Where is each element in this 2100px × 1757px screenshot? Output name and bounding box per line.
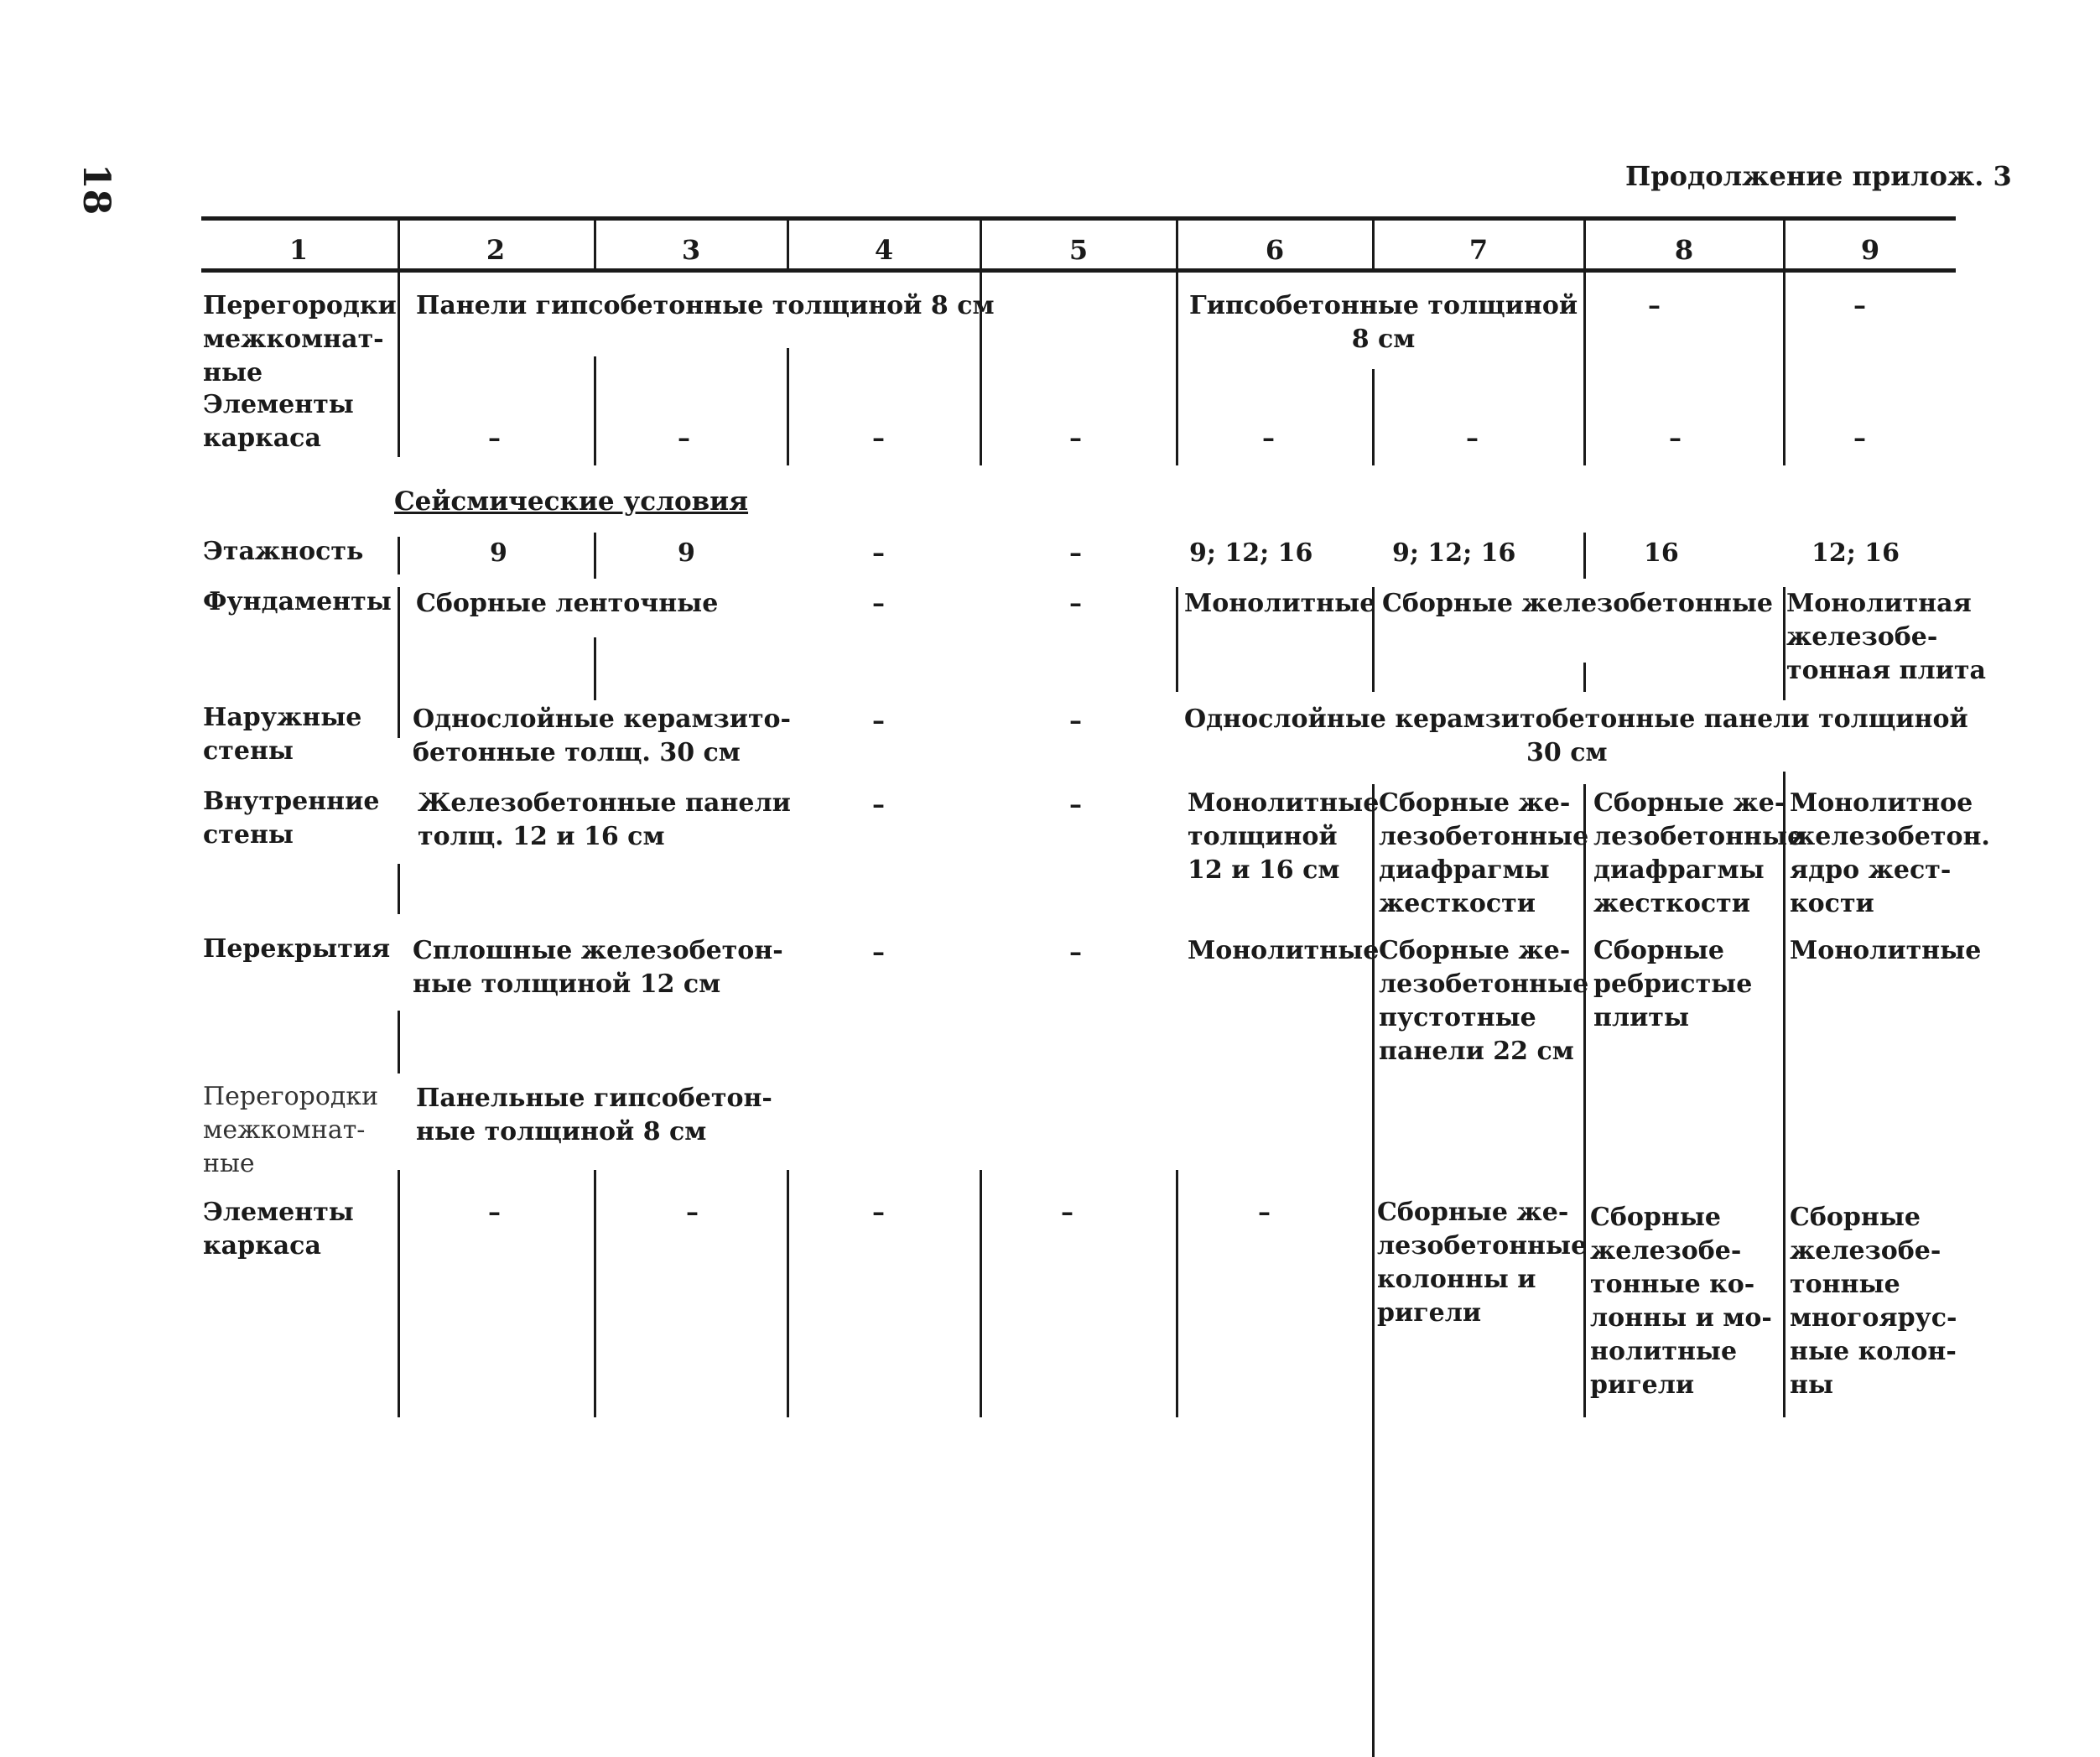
col-divider bbox=[787, 216, 789, 273]
row-label: Элементы каркаса bbox=[203, 390, 354, 453]
col-divider bbox=[398, 1170, 400, 1417]
col-divider bbox=[398, 587, 400, 738]
col-divider bbox=[1783, 1069, 1786, 1178]
cell: Монолитные bbox=[1790, 936, 1982, 965]
col-header-5: 5 bbox=[1068, 234, 1089, 266]
page-number: 18 bbox=[75, 164, 117, 216]
cell: Гипсобетонные толщиной 8 см bbox=[1189, 291, 1578, 354]
col-divider bbox=[1583, 216, 1586, 273]
cell: – bbox=[872, 538, 885, 568]
cell: – bbox=[1669, 424, 1682, 453]
cell: Монолитная железобе- тонная плита bbox=[1786, 589, 1986, 685]
col-divider bbox=[1176, 587, 1178, 692]
col-divider bbox=[398, 273, 400, 457]
col-divider bbox=[1176, 216, 1178, 273]
cell: – bbox=[872, 938, 885, 967]
row-label: Наружные стены bbox=[203, 703, 362, 766]
header-title: Продолжение прилож. 3 bbox=[1625, 160, 2012, 192]
col-divider bbox=[398, 537, 400, 574]
row-label: Внутренние стены bbox=[203, 787, 380, 850]
cell: Сборные ленточные bbox=[416, 589, 719, 618]
cell: – bbox=[1069, 790, 1082, 819]
col-divider bbox=[398, 1011, 400, 1073]
row-label: Этажность bbox=[203, 537, 364, 566]
row-label: Элементы каркаса bbox=[203, 1198, 354, 1261]
cell: 12; 16 bbox=[1812, 538, 1900, 568]
col-header-2: 2 bbox=[486, 234, 506, 266]
col-divider bbox=[980, 1170, 982, 1417]
cell: Сборные железобе- тонные ко- лонны и мо- нолитные ригели bbox=[1590, 1203, 1772, 1400]
cell: Сборные же- лезобетонные диафрагмы жесткости bbox=[1593, 788, 1804, 918]
cell: Сборные железобе- тонные многоярус- ные колон- ны bbox=[1790, 1203, 1957, 1400]
col-divider bbox=[1372, 1069, 1375, 1178]
col-divider bbox=[1783, 587, 1786, 700]
col-divider bbox=[1372, 784, 1375, 1757]
cell: – bbox=[488, 1198, 501, 1227]
col-divider bbox=[594, 216, 596, 273]
col-divider bbox=[1783, 216, 1786, 273]
col-header-6: 6 bbox=[1265, 234, 1285, 266]
col-header-9: 9 bbox=[1860, 234, 1880, 266]
cell: Сборные железобетонные bbox=[1382, 589, 1773, 618]
row-label: Перегородки межкомнат- ные bbox=[203, 291, 397, 387]
cell: – bbox=[872, 790, 885, 819]
table-top-rule bbox=[201, 216, 1956, 221]
cell: 30 см bbox=[1526, 738, 1608, 767]
cell: – bbox=[872, 424, 885, 453]
cell: 9 bbox=[490, 538, 507, 568]
cell: – bbox=[1648, 291, 1661, 320]
cell: Монолитные bbox=[1184, 589, 1376, 618]
col-divider bbox=[594, 533, 596, 579]
cell: – bbox=[1466, 424, 1479, 453]
cell: – bbox=[1262, 424, 1275, 453]
cell: – bbox=[678, 424, 690, 453]
col-divider bbox=[1783, 273, 1786, 465]
row-label: Перекрытия bbox=[203, 934, 391, 964]
cell: – bbox=[1069, 938, 1082, 967]
cell: Монолитное железобетон. ядро жест- кости bbox=[1790, 788, 1990, 918]
cell: 9; 12; 16 bbox=[1392, 538, 1516, 568]
cell: – bbox=[1061, 1198, 1073, 1227]
cell: Железобетонные панели толщ. 12 и 16 см bbox=[418, 788, 791, 851]
cell: – bbox=[686, 1198, 699, 1227]
cell: 16 bbox=[1644, 538, 1679, 568]
cell: Сплошные железобетон- ные толщиной 12 см bbox=[413, 936, 783, 999]
col-divider bbox=[1583, 273, 1586, 465]
row-label: Перегородки межкомнат- ные bbox=[203, 1082, 379, 1178]
cell: Сборные же- лезобетонные диафрагмы жесткости bbox=[1379, 788, 1589, 918]
col-header-8: 8 bbox=[1674, 234, 1694, 266]
col-divider bbox=[787, 1170, 789, 1417]
cell: Сборные же- лезобетонные пустотные панели 22 см bbox=[1379, 936, 1589, 1066]
col-divider bbox=[1783, 1170, 1786, 1417]
col-divider bbox=[594, 1170, 596, 1417]
col-header-3: 3 bbox=[681, 234, 701, 266]
col-divider bbox=[980, 216, 982, 273]
col-header-4: 4 bbox=[874, 234, 894, 266]
col-divider bbox=[594, 637, 596, 700]
cell: – bbox=[872, 1198, 885, 1227]
cell: Монолитные толщиной 12 и 16 см bbox=[1188, 788, 1380, 885]
cell: – bbox=[1853, 424, 1866, 453]
cell: Панельные гипсобетон- ные толщиной 8 см bbox=[416, 1084, 772, 1146]
cell: – bbox=[1853, 291, 1866, 320]
cell: Сборные же- лезобетонные колонны и ригели bbox=[1377, 1198, 1588, 1328]
cell: 9; 12; 16 bbox=[1189, 538, 1313, 568]
cell: – bbox=[1069, 538, 1082, 568]
col-header-1: 1 bbox=[288, 234, 309, 266]
col-divider bbox=[1372, 369, 1375, 465]
col-divider bbox=[787, 348, 789, 465]
col-divider bbox=[594, 356, 596, 465]
cell: – bbox=[1069, 589, 1082, 618]
cell: Панели гипсобетонные толщиной 8 см bbox=[416, 291, 995, 320]
col-divider bbox=[1176, 273, 1178, 465]
cell: – bbox=[872, 706, 885, 736]
col-divider bbox=[1583, 663, 1586, 692]
header-bottom-rule bbox=[201, 268, 1956, 273]
cell: – bbox=[1258, 1198, 1271, 1227]
col-header-7: 7 bbox=[1468, 234, 1489, 266]
col-divider bbox=[1176, 1170, 1178, 1417]
row-label: Фундаменты bbox=[203, 587, 392, 616]
col-divider bbox=[1583, 533, 1586, 579]
cell: – bbox=[1069, 424, 1082, 453]
section-title: Сейсмические условия bbox=[394, 486, 749, 517]
cell: Монолитные bbox=[1188, 936, 1380, 965]
cell: Однослойные керамзитобетонные панели толщиной bbox=[1184, 704, 1968, 734]
col-divider bbox=[1372, 216, 1375, 273]
col-divider bbox=[398, 864, 400, 914]
cell: – bbox=[1069, 706, 1082, 736]
cell: 9 bbox=[678, 538, 695, 568]
col-divider bbox=[398, 216, 400, 273]
col-divider bbox=[1583, 1069, 1586, 1178]
cell: – bbox=[872, 589, 885, 618]
cell: Сборные ребристые плиты bbox=[1593, 936, 1753, 1032]
cell: Однослойные керамзито- бетонные толщ. 30 см bbox=[413, 704, 792, 767]
cell: – bbox=[488, 424, 501, 453]
